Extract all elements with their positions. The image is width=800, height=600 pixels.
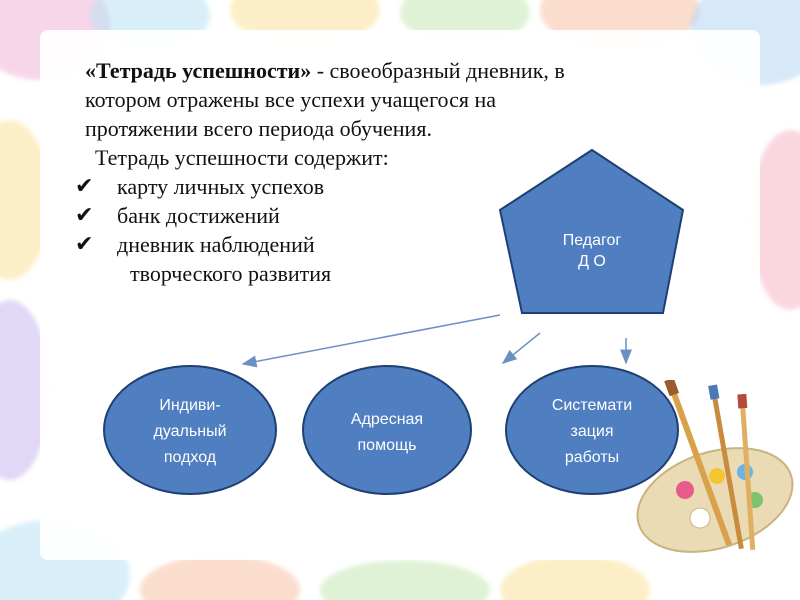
connector-arrow-middle bbox=[503, 333, 540, 363]
node-targeted-help bbox=[303, 366, 471, 494]
list-item-label: дневник наблюдений bbox=[117, 232, 315, 257]
checkmark-icon: ✔ bbox=[75, 203, 94, 228]
node-label-line: подход bbox=[163, 449, 217, 466]
center-label-line1: Педагог bbox=[562, 232, 622, 249]
node-label-line: Индиви- bbox=[159, 397, 221, 414]
node-label-line: Системати bbox=[551, 397, 633, 414]
node-label-line: дуальный bbox=[153, 423, 227, 440]
center-label-line2: Д О bbox=[578, 253, 606, 270]
intro-rest: своеобразный дневник, в котором отражены все успехи учащегося на протяжении всего периода обучения. bbox=[85, 58, 565, 141]
node-label-line: Адресная bbox=[350, 411, 424, 428]
contents-label: Тетрадь успешности содержит: bbox=[95, 145, 389, 170]
node-label-line: зация bbox=[570, 423, 614, 440]
checkmark-icon: ✔ bbox=[75, 232, 94, 257]
list-item-label: банк достижений bbox=[117, 203, 280, 228]
connector-arrow-left bbox=[243, 315, 500, 364]
intro-dash: - bbox=[311, 58, 330, 83]
intro-title: «Тетрадь успешности» bbox=[85, 58, 312, 83]
list-item-continuation: творческого развития bbox=[130, 261, 332, 286]
node-label-line: помощь bbox=[357, 437, 417, 454]
checkmark-icon: ✔ bbox=[75, 174, 94, 199]
list-item-label: карту личных успехов bbox=[117, 174, 325, 199]
node-label-line: работы bbox=[564, 449, 620, 466]
